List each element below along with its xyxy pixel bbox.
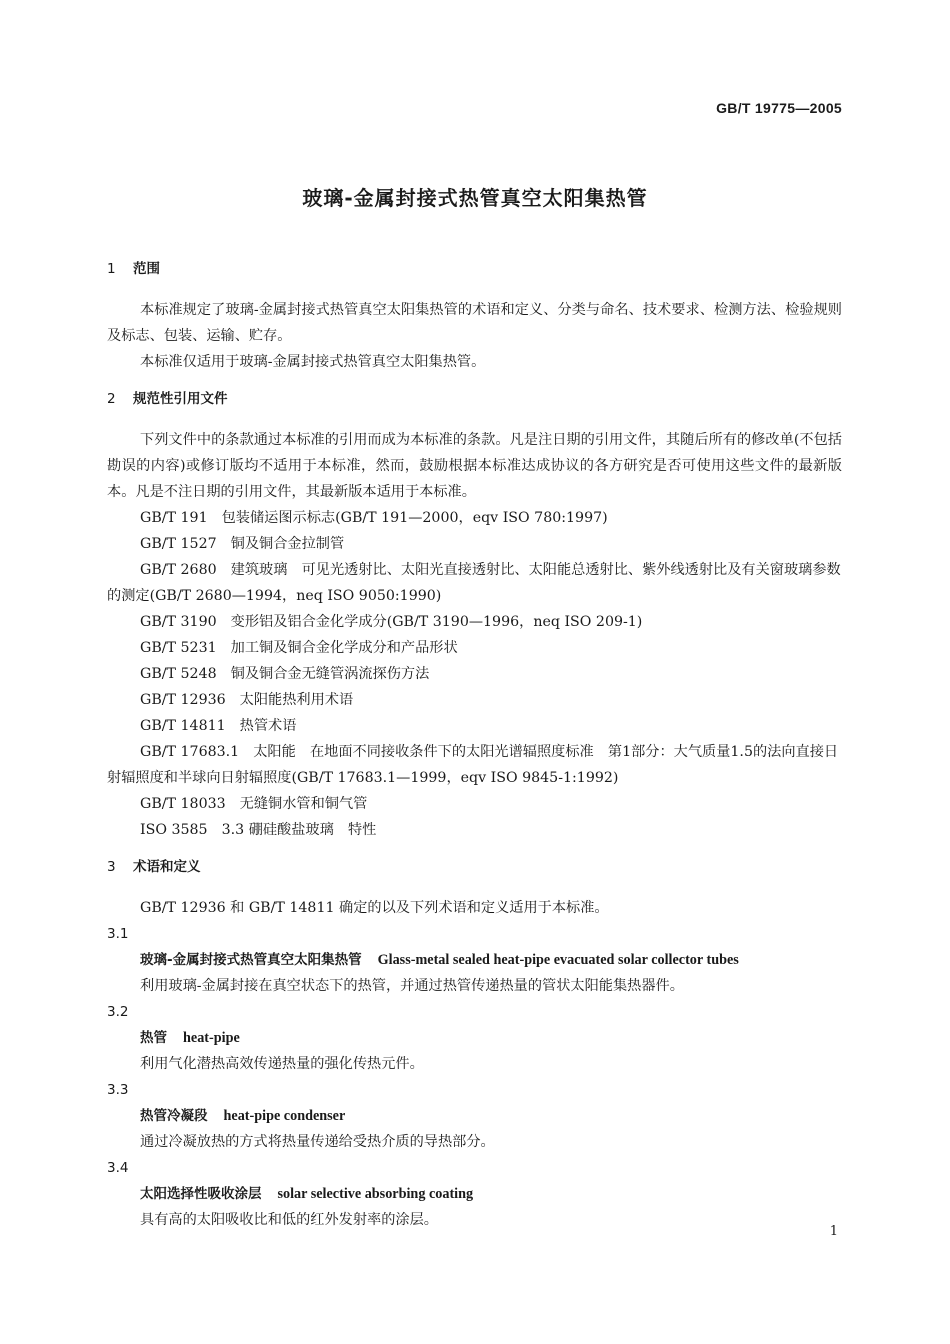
term-english: heat-pipe: [183, 1030, 240, 1046]
section-heading-terms-and-definitions: [107, 857, 842, 877]
term-definition: 利用玻璃-金属封接在真空状态下的热管，并通过热管传递热量的管状太阳能集热器件。: [140, 978, 684, 994]
reference-code: GB/T 5248: [140, 666, 217, 682]
reference-item: [107, 817, 842, 843]
reference-title: 无缝铜水管和铜气管: [239, 796, 368, 812]
reference-code: GB/T 18033: [140, 796, 226, 812]
reference-code: GB/T 2680: [140, 562, 217, 578]
document-body: [107, 259, 842, 1233]
term-definition: 具有高的太阳吸收比和低的红外发射率的涂层。: [140, 1212, 438, 1228]
section-heading-normative-references: [107, 389, 842, 409]
term-english: solar selective absorbing coating: [277, 1186, 474, 1202]
term-number: 3.1: [107, 926, 129, 942]
term-number: 3.4: [107, 1160, 129, 1176]
terms-intro: GB/T 12936 和 GB/T 14811 确定的以及下列术语和定义适用于本标准。: [140, 900, 609, 916]
reference-item: [107, 713, 842, 739]
references-intro: 下列文件中的条款通过本标准的引用而成为本标准的条款。凡是注日期的引用文件，其随后所有的修改单(不包括勘误的内容)或修订版均不适用于本标准，然而，鼓励根据本标准达成协议的各方研究是否可使用这些文件的最新版本。凡是不注日期的引用文件，其最新版本适用于本标准。: [107, 432, 842, 500]
reference-item: [107, 739, 842, 791]
term-heading: [107, 1181, 842, 1207]
reference-code: GB/T 5231: [140, 640, 217, 656]
term-chinese: 太阳选择性吸收涂层: [140, 1186, 262, 1202]
document-title: 玻璃-金属封接式热管真空太阳集热管: [302, 186, 648, 210]
reference-code: GB/T 17683.1: [140, 744, 240, 760]
reference-title: 铜及铜合金无缝管涡流探伤方法: [230, 666, 430, 682]
reference-title: 建筑玻璃 可见光透射比、太阳光直接透射比、太阳能总透射比、紫外线透射比及有关窗玻璃参数的测定(GB/T 2680—1994，neq ISO 9050:1990): [107, 562, 841, 604]
reference-title: 热管术语: [239, 718, 297, 734]
reference-title: 太阳能热利用术语: [239, 692, 354, 708]
reference-item: [107, 635, 842, 661]
term-number: 3.3: [107, 1082, 129, 1098]
reference-item: [107, 661, 842, 687]
reference-code: GB/T 1527: [140, 536, 217, 552]
reference-title: 加工铜及铜合金化学成分和产品形状: [230, 640, 458, 656]
reference-title: 铜及铜合金拉制管: [230, 536, 345, 552]
reference-code: ISO 3585: [140, 822, 208, 838]
reference-item: [107, 531, 842, 557]
section-title: 规范性引用文件: [133, 391, 228, 407]
reference-code: GB/T 3190: [140, 614, 217, 630]
reference-item: [107, 791, 842, 817]
term-heading: [107, 947, 842, 973]
section-title: 术语和定义: [133, 859, 201, 875]
term-definition: 通过冷凝放热的方式将热量传递给受热介质的导热部分。: [140, 1134, 495, 1150]
reference-item: [107, 609, 842, 635]
term-definition: 利用气化潜热高效传递热量的强化传热元件。: [140, 1056, 424, 1072]
reference-title: 变形铝及铝合金化学成分(GB/T 3190—1996，neq ISO 209-1): [230, 614, 643, 630]
section-number: 2: [107, 391, 116, 407]
scope-paragraph-1: 本标准规定了玻璃-金属封接式热管真空太阳集热管的术语和定义、分类与命名、技术要求、检测方法、检验规则及标志、包装、运输、贮存。: [107, 302, 842, 344]
reference-code: GB/T 191: [140, 510, 208, 526]
reference-code: GB/T 14811: [140, 718, 226, 734]
reference-item: [107, 557, 842, 609]
reference-item: [107, 687, 842, 713]
reference-title: 太阳能 在地面不同接收条件下的太阳光谱辐照度标准 第1部分：大气质量1.5的法向直接日射辐照度和半球向日射辐照度(GB/T 17683.1—1999，eqv ISO 9845-1:1992): [107, 744, 839, 786]
term-english: heat-pipe condenser: [223, 1108, 346, 1124]
page-number: 1: [829, 1224, 838, 1239]
term-chinese: 热管: [140, 1030, 167, 1046]
section-title: 范围: [133, 261, 160, 277]
reference-title: 包装储运图示标志(GB/T 191—2000，eqv ISO 780:1997): [221, 510, 608, 526]
term-chinese: 热管冷凝段: [140, 1108, 208, 1124]
section-number: 3: [107, 859, 116, 875]
standard-code: GB/T 19775—2005: [716, 100, 842, 116]
section-number: 1: [107, 261, 116, 277]
section-heading-scope: [107, 259, 842, 279]
term-number: 3.2: [107, 1004, 129, 1020]
reference-item: [107, 505, 842, 531]
reference-code: GB/T 12936: [140, 692, 226, 708]
term-chinese: 玻璃-金属封接式热管真空太阳集热管: [140, 952, 362, 968]
term-heading: [107, 1025, 842, 1051]
term-english: Glass-metal sealed heat-pipe evacuated solar collector tubes: [377, 952, 739, 968]
scope-paragraph-2: 本标准仅适用于玻璃-金属封接式热管真空太阳集热管。: [140, 354, 486, 370]
term-heading: [107, 1103, 842, 1129]
reference-title: 3.3 硼硅酸盐玻璃 特性: [221, 822, 377, 838]
